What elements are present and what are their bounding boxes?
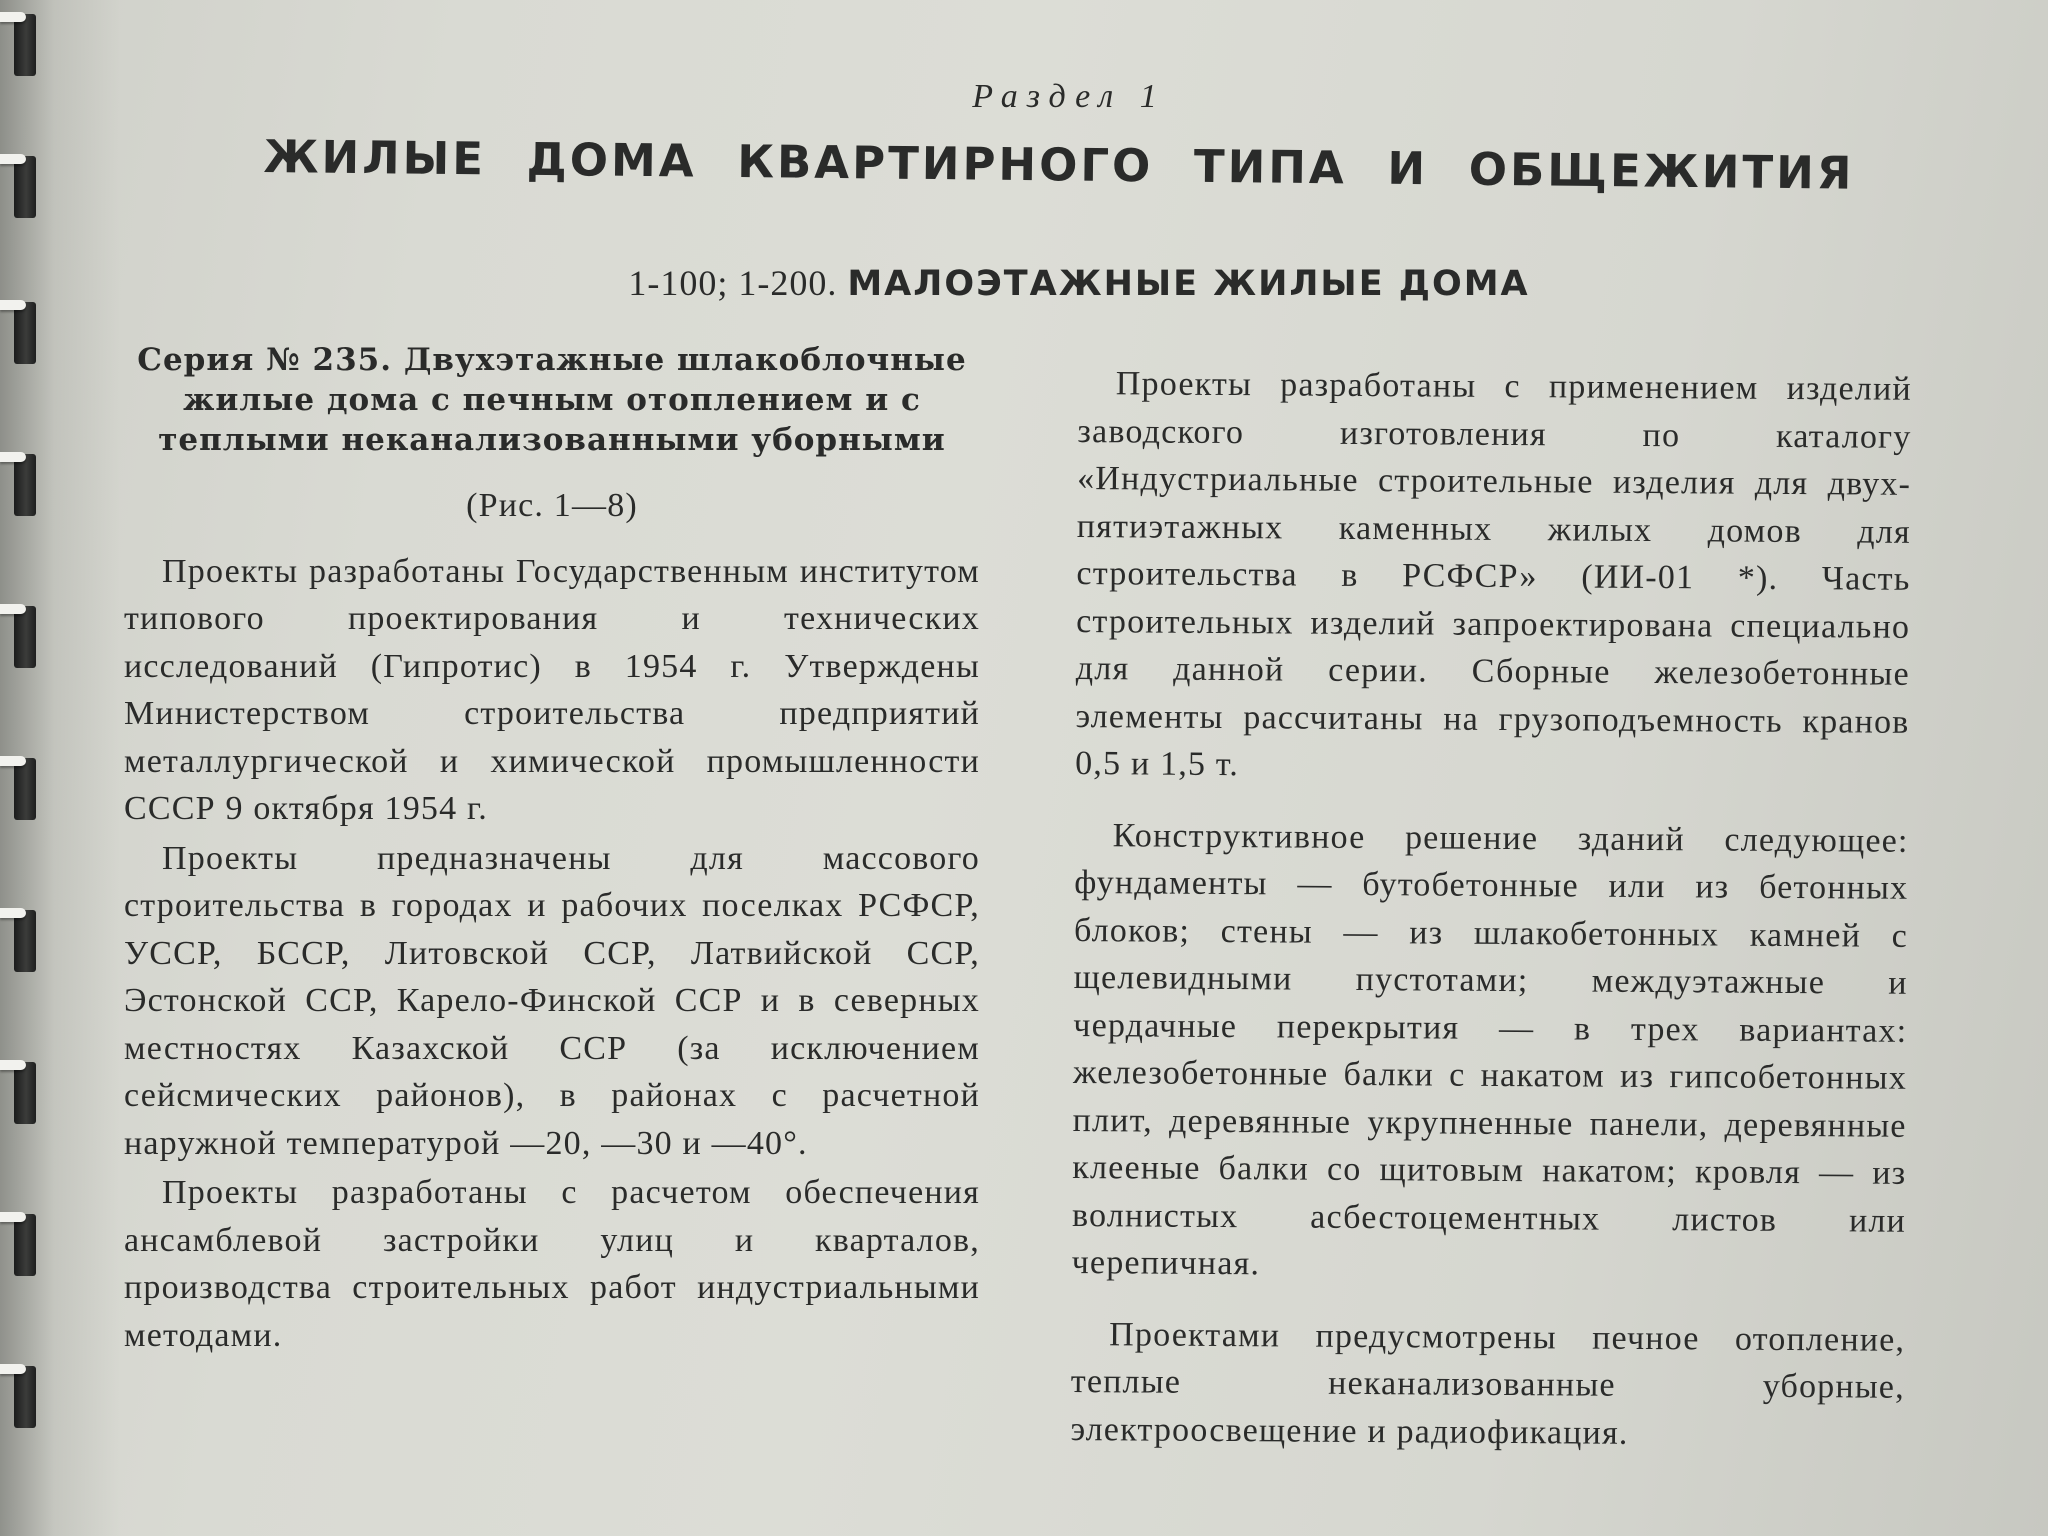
paragraph: Проекты предназначены для массового строительства в городах и рабочих поселках РСФСР, УССР, БССР, Литовской ССР, Латвийской ССР, Эстонской ССР, Карело-Финской ССР и в северных местностях Казахской ССР (за исключением сейсмических районов), в районах с расчетной наружной температурой —20, —30 и —40°. xyxy=(124,839,980,1162)
section-subtitle xyxy=(0,262,2048,304)
right-column xyxy=(1070,360,1912,1461)
subtitle-text: МАЛОЭТАЖНЫЕ ЖИЛЫЕ ДОМА xyxy=(847,264,1530,304)
left-column xyxy=(124,340,980,1361)
binding-ring xyxy=(0,904,46,976)
binding-ring xyxy=(0,600,46,672)
paragraph: Проекты разработаны с расчетом обеспечения ансамблевой застройки улиц и кварталов, производства строительных работ индустриальными методами. xyxy=(124,1174,980,1354)
page-title: ЖИЛЫЕ ДОМА КВАРТИРНОГО ТИПА И ОБЩЕЖИТИЯ xyxy=(263,130,1855,200)
binding-ring xyxy=(0,296,46,368)
binding-ring xyxy=(0,8,46,80)
binding-ring xyxy=(0,1208,46,1280)
binding-ring xyxy=(0,752,46,824)
figure-reference: (Рис. 1—8) xyxy=(466,487,638,524)
series-heading: Серия № 235. Двухэтажные шлакоблочные жилые дома с печным отоплением и с теплыми неканализованными уборными xyxy=(137,342,967,458)
binding-ring xyxy=(0,448,46,520)
binding-ring xyxy=(0,1056,46,1128)
paragraph: Проекты разработаны Государственным институтом типового проектирования и технических исследований (Гипротис) в 1954 г. Утверждены Министерством строительства предприятий металлургической и химической промышленности СССР 9 октября 1954 г. xyxy=(124,552,980,827)
paragraph: Конструктивное решение зданий следующее: фундаменты — бутобетонные или из бетонных блоков; стены — из шлакобетонных камней с щелевидными пустотами; междуэтажные и чердачные перекрытия — в трех вариантах: железобетонные балки с накатом из гипсобетонных плит, деревянные укрупненные панели, деревянные клееные балки со щитовым накатом; кровля — из волнистых асбестоцементных листов или черепичная. xyxy=(1071,816,1909,1283)
binding-ring xyxy=(0,1360,46,1432)
paragraph: Проекты разработаны с применением изделий заводского изготовления по каталогу «Индустриальные строительные изделия для двух-пятиэтажных каменных жилых домов для строительства в РСФСР» (ИИ-01 *). Часть строительных изделий запроектирована специально для данной серии. Сборные железобетонные элементы рассчитаны на грузоподъемность кранов 0,5 и 1,5 т. xyxy=(1075,365,1912,784)
subtitle-numbers: 1-100; 1-200. xyxy=(628,263,838,303)
paragraph: Проектами предусмотрены печное отопление, теплые неканализованные уборные, электроосвещение и радиофикация. xyxy=(1070,1315,1906,1452)
section-label: Раздел 1 xyxy=(972,78,1166,115)
